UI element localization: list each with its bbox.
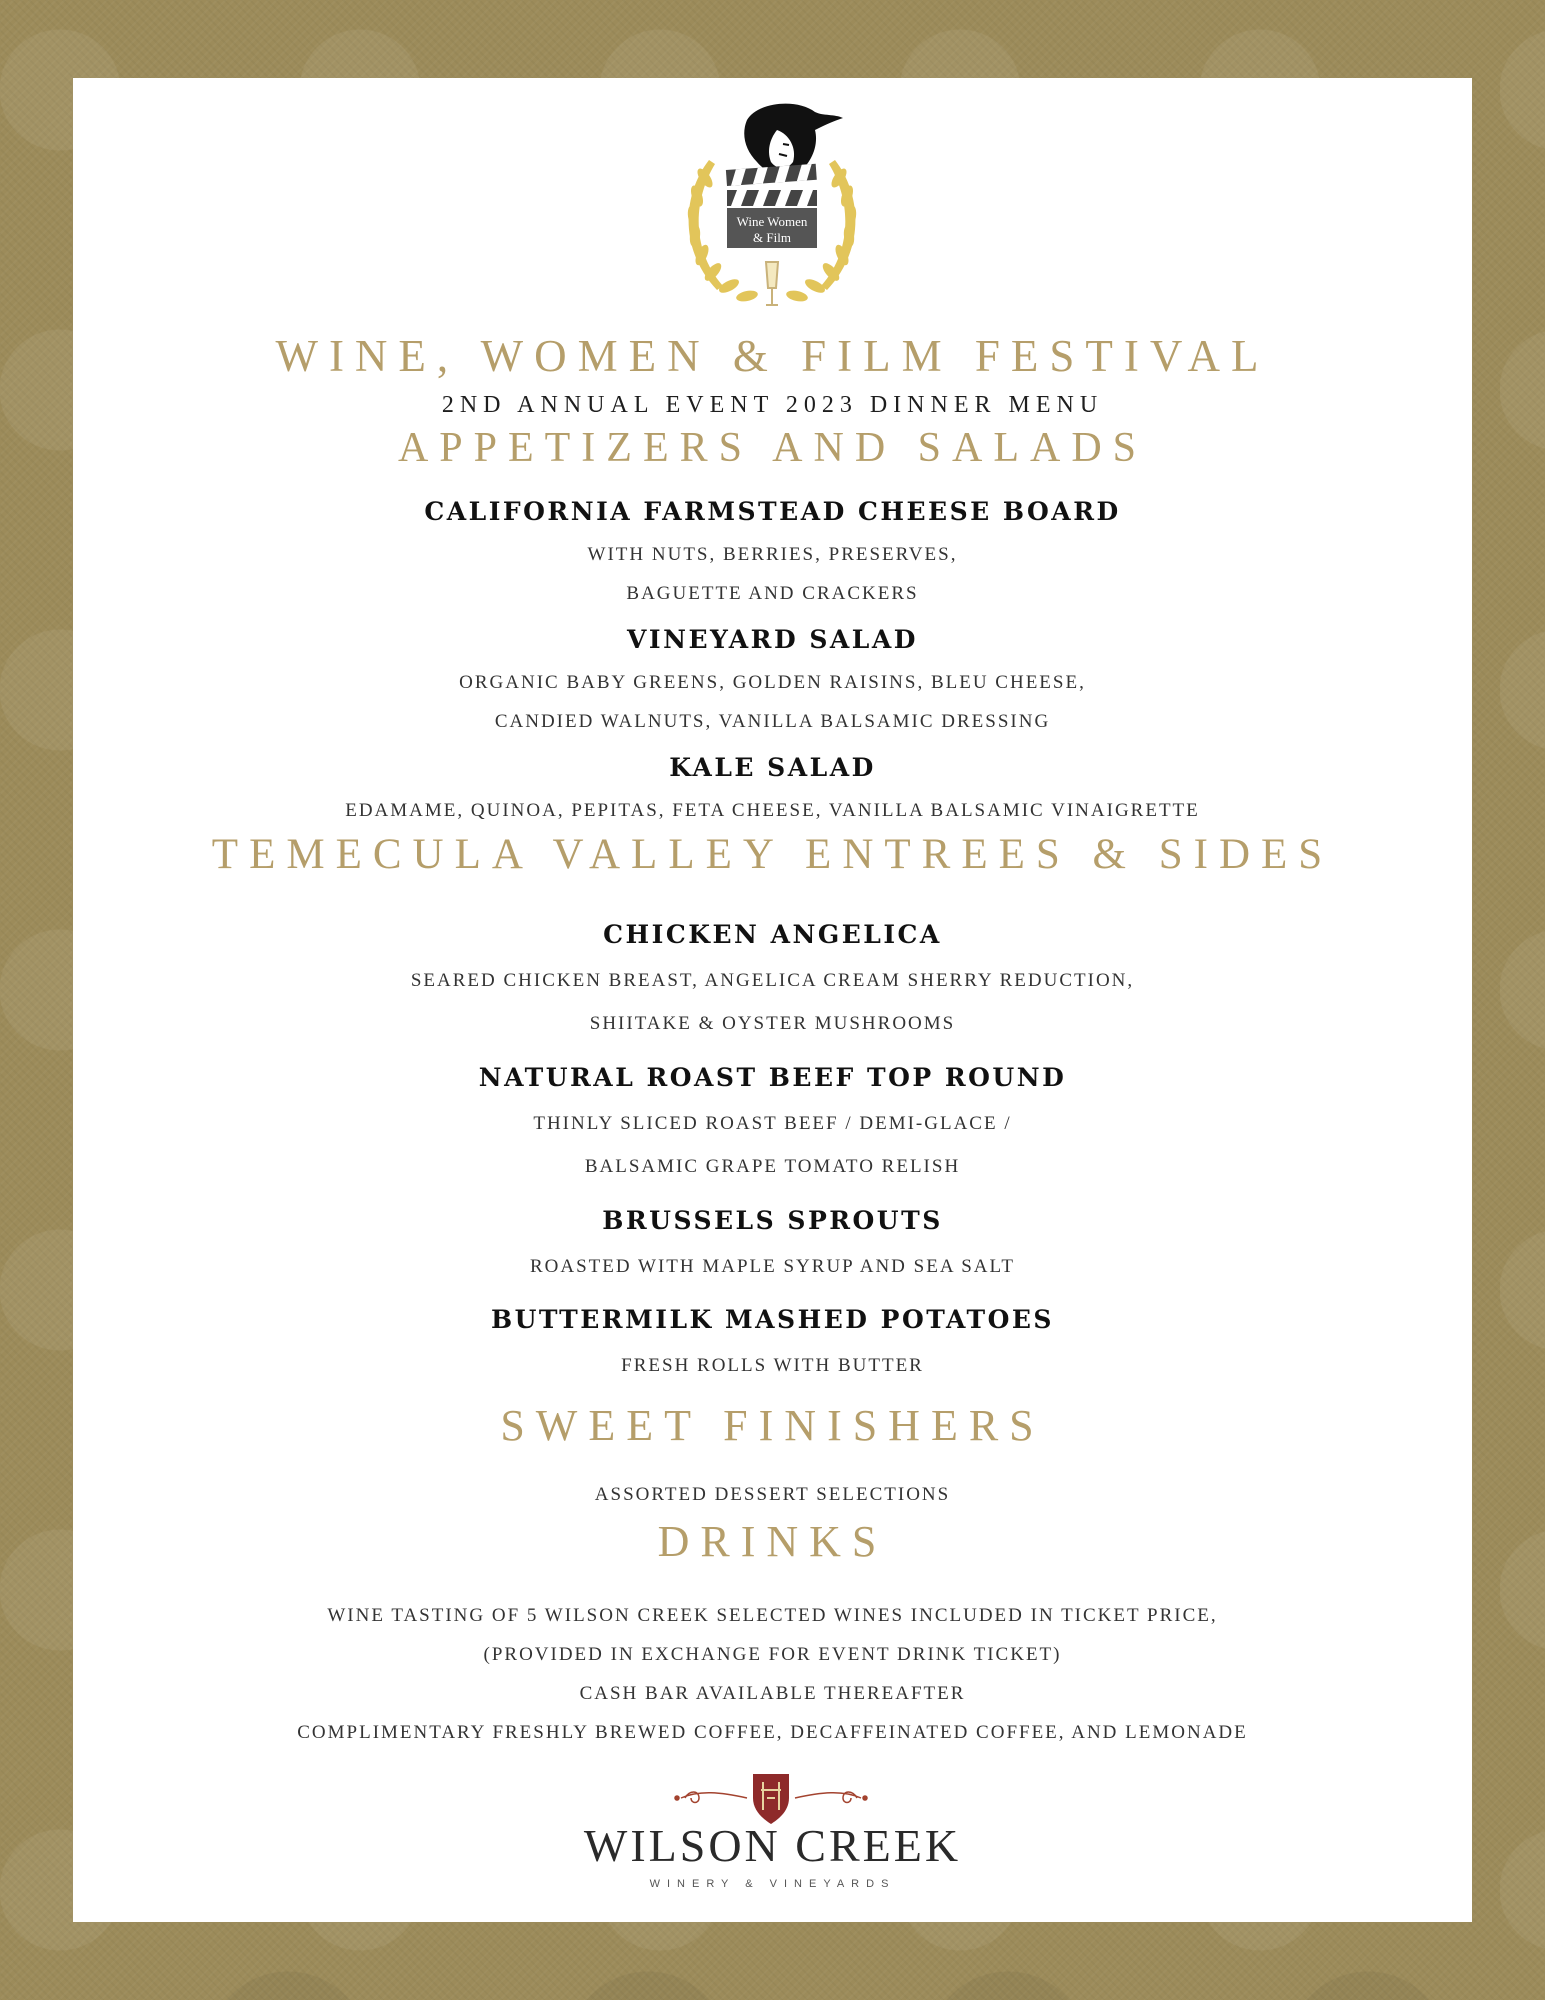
menu-item-title: NATURAL ROAST BEEF TOP ROUND	[478, 1063, 1067, 1092]
festival-title: WINE, WOMEN & FILM FESTIVAL	[275, 331, 1270, 381]
entrees-heading: TEMECULA VALLEY ENTREES & SIDES	[211, 831, 1334, 878]
menu-item-title: VINEYARD SALAD	[627, 625, 918, 654]
menu-item-description: CANDIED WALNUTS, VANILLA BALSAMIC DRESSING	[494, 711, 1051, 732]
menu-item-title: BRUSSELS SPROUTS	[602, 1206, 943, 1235]
footer-tagline: WINERY & VINEYARDS	[649, 1878, 896, 1890]
menu-item-title: CHICKEN ANGELICA	[603, 920, 942, 949]
menu-item-description: EDAMAME, QUINOA, PEPITAS, FETA CHEESE, VANILLA BALSAMIC VINAIGRETTE	[345, 800, 1200, 821]
menu-item-description: BAGUETTE AND CRACKERS	[626, 583, 919, 604]
footer-brand: WILSON CREEK	[583, 1820, 962, 1871]
menu-item-description: SHIITAKE & OYSTER MUSHROOMS	[589, 1013, 956, 1034]
logo-text-line1: Wine Women	[736, 214, 808, 229]
drinks-line: COMPLIMENTARY FRESHLY BREWED COFFEE, DECAFFEINATED COFFEE, AND LEMONADE	[297, 1722, 1248, 1743]
menu-item-description: BALSAMIC GRAPE TOMATO RELISH	[584, 1156, 961, 1177]
menu-item-title: BUTTERMILK MASHED POTATOES	[491, 1305, 1054, 1334]
menu-item-description: THINLY SLICED ROAST BEEF / DEMI-GLACE /	[533, 1113, 1012, 1134]
dessert-description: ASSORTED DESSERT SELECTIONS	[594, 1484, 951, 1505]
appetizers-heading: APPETIZERS AND SALADS	[397, 425, 1148, 471]
drinks-heading: DRINKS	[657, 1517, 888, 1566]
menu-item-description: WITH NUTS, BERRIES, PRESERVES,	[587, 544, 958, 565]
menu-item-description: FRESH ROLLS WITH BUTTER	[621, 1355, 924, 1376]
drinks-line: CASH BAR AVAILABLE THEREAFTER	[579, 1683, 966, 1704]
clapperboard-icon	[726, 164, 817, 248]
event-subtitle: 2ND ANNUAL EVENT 2023 DINNER MENU	[441, 392, 1104, 418]
champagne-glass-icon	[766, 262, 778, 305]
menu-item-description: SEARED CHICKEN BREAST, ANGELICA CREAM SHERRY REDUCTION,	[410, 970, 1135, 991]
drinks-line: WINE TASTING OF 5 WILSON CREEK SELECTED WINES INCLUDED IN TICKET PRICE,	[327, 1605, 1218, 1626]
shield-crest-icon	[753, 1774, 789, 1824]
menu-panel	[73, 78, 1472, 1922]
desserts-heading: SWEET FINISHERS	[500, 1401, 1045, 1450]
drinks-line: (PROVIDED IN EXCHANGE FOR EVENT DRINK TICKET)	[483, 1644, 1062, 1665]
menu-item-description: ORGANIC BABY GREENS, GOLDEN RAISINS, BLEU CHEESE,	[459, 672, 1086, 693]
festival-logo	[647, 100, 897, 320]
menu-item-description: ROASTED WITH MAPLE SYRUP AND SEA SALT	[529, 1256, 1015, 1277]
menu-item-title: KALE SALAD	[669, 753, 876, 782]
menu-item-title: CALIFORNIA FARMSTEAD CHEESE BOARD	[424, 497, 1121, 526]
logo-text-line2: & Film	[753, 230, 791, 245]
